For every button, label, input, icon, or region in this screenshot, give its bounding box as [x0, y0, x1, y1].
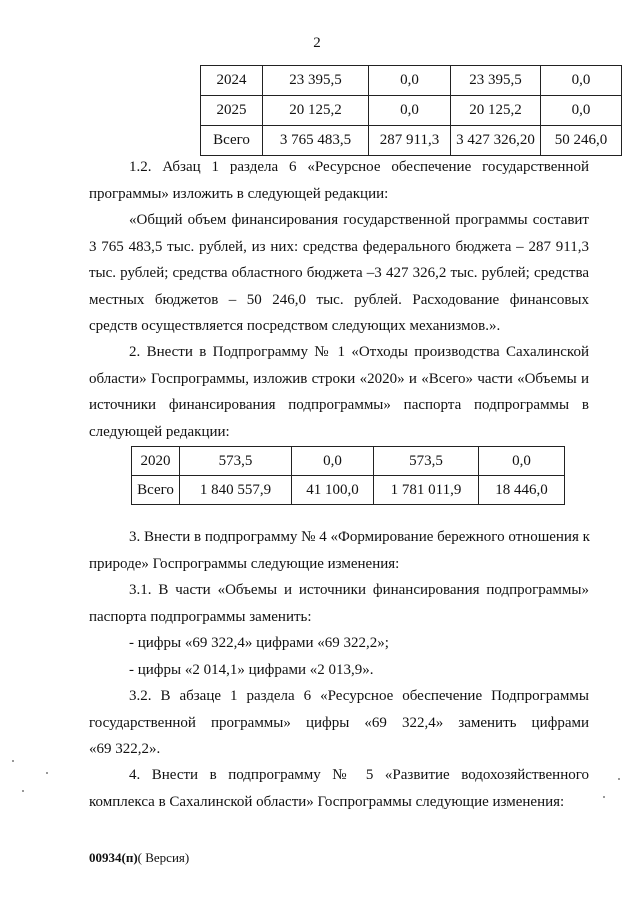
text-line: природе» Госпрограммы следующие изменения: [89, 555, 400, 572]
table-cell: 41 100,0 [292, 476, 374, 505]
table-cell: 1 781 011,9 [374, 476, 479, 505]
table-cell: 2024 [201, 66, 263, 96]
table-cell: 23 395,5 [263, 66, 369, 96]
text-line: 3.2. В абзаце 1 раздела 6 «Ресурсное обеспечение Подпрограммы [129, 688, 589, 704]
text-line: следующей редакции: [89, 423, 230, 440]
table-cell: 1 840 557,9 [180, 476, 292, 505]
text-line: «Общий объем финансирования государственной программы составит [129, 212, 589, 228]
table-cell: 0,0 [369, 66, 451, 96]
text-line: области» Госпрограммы, изложив строки «2020» и «Всего» части «Объемы и [89, 370, 589, 387]
text-line: местных бюджетов – 50 246,0 тыс. рублей. Расходование финансовых [89, 291, 589, 308]
list-item: - цифры «69 322,4» цифрами «69 322,2»; [129, 635, 389, 651]
text-line: 3.1. В части «Объемы и источники финансирования подпрограммы» [129, 582, 589, 598]
list-item: - цифры «2 014,1» цифрами «2 013,9». [129, 661, 374, 678]
table-cell: Всего [132, 476, 180, 505]
table-cell: 573,5 [180, 447, 292, 476]
table-cell: 50 246,0 [541, 126, 622, 156]
table-cell: 23 395,5 [451, 66, 541, 96]
text-line: 4. Внести в подпрограмму № 5 «Развитие водохозяйственного [129, 767, 589, 783]
paragraph-3-2 [89, 683, 589, 763]
table-cell: 0,0 [292, 447, 374, 476]
table-cell: 0,0 [369, 96, 451, 126]
text-line: источники финансирования подпрограммы» паспорта подпрограммы в [89, 397, 589, 413]
text-line: тыс. рублей; средства областного бюджета –3 427 326,2 тыс. рублей; средства [89, 265, 589, 281]
text-line: комплекса в Сахалинской области» Госпрограммы следующие изменения: [89, 793, 565, 810]
page-number: 2 [313, 35, 321, 51]
paragraph-3 [89, 524, 589, 577]
financing-table-years [200, 65, 622, 156]
table-cell: 2025 [201, 96, 263, 126]
table-cell: 20 125,2 [263, 96, 369, 126]
financing-table-subprogram-1 [131, 446, 565, 505]
scan-speck [618, 778, 620, 780]
scan-speck [46, 772, 48, 774]
text-line: государственной программы» цифры «69 322,4» заменить цифрами [89, 714, 589, 731]
table-cell: 3 765 483,5 [263, 126, 369, 156]
text-line: 1.2. Абзац 1 раздела 6 «Ресурсное обеспечение государственной [129, 159, 589, 175]
text-line: средств осуществляется посредством следующих механизмов.». [89, 318, 501, 334]
table-row [132, 476, 565, 505]
paragraph-quote-financing [89, 207, 589, 340]
table-cell: 0,0 [541, 96, 622, 126]
table-row [201, 126, 622, 156]
table-row [132, 447, 565, 476]
table-cell: 573,5 [374, 447, 479, 476]
table-cell: 20 125,2 [451, 96, 541, 126]
text-line: 3 765 483,5 тыс. рублей, из них: средства федерального бюджета – 287 911,3 [89, 238, 589, 255]
table-cell: 2020 [132, 447, 180, 476]
document-footer [89, 850, 189, 866]
table-cell: 0,0 [479, 447, 565, 476]
text-line: программы» изложить в следующей редакции: [89, 185, 389, 202]
text-line: паспорта подпрограммы заменить: [89, 608, 312, 625]
table-cell: 18 446,0 [479, 476, 565, 505]
scan-speck [12, 760, 14, 762]
paragraph-4 [89, 762, 589, 815]
table-cell: 3 427 326,20 [451, 126, 541, 156]
paragraph-2 [89, 339, 589, 445]
paragraph-1-2 [89, 154, 589, 207]
table-cell: 287 911,3 [369, 126, 451, 156]
document-code: 00934(п) [89, 850, 138, 865]
table-cell: 0,0 [541, 66, 622, 96]
scan-speck [22, 790, 24, 792]
paragraph-3-1 [89, 577, 589, 630]
text-line: «69 322,2». [89, 741, 161, 757]
text-line: 2. Внести в Подпрограмму № 1 «Отходы производства Сахалинской [129, 344, 589, 360]
scan-speck [603, 796, 605, 798]
document-version: ( Версия) [137, 850, 190, 865]
table-row [201, 96, 622, 126]
text-line: 3. Внести в подпрограмму № 4 «Формирование бережного отношения к [129, 529, 590, 545]
replacement-list [89, 630, 589, 683]
table-row [201, 66, 622, 96]
table-cell: Всего [201, 126, 263, 156]
